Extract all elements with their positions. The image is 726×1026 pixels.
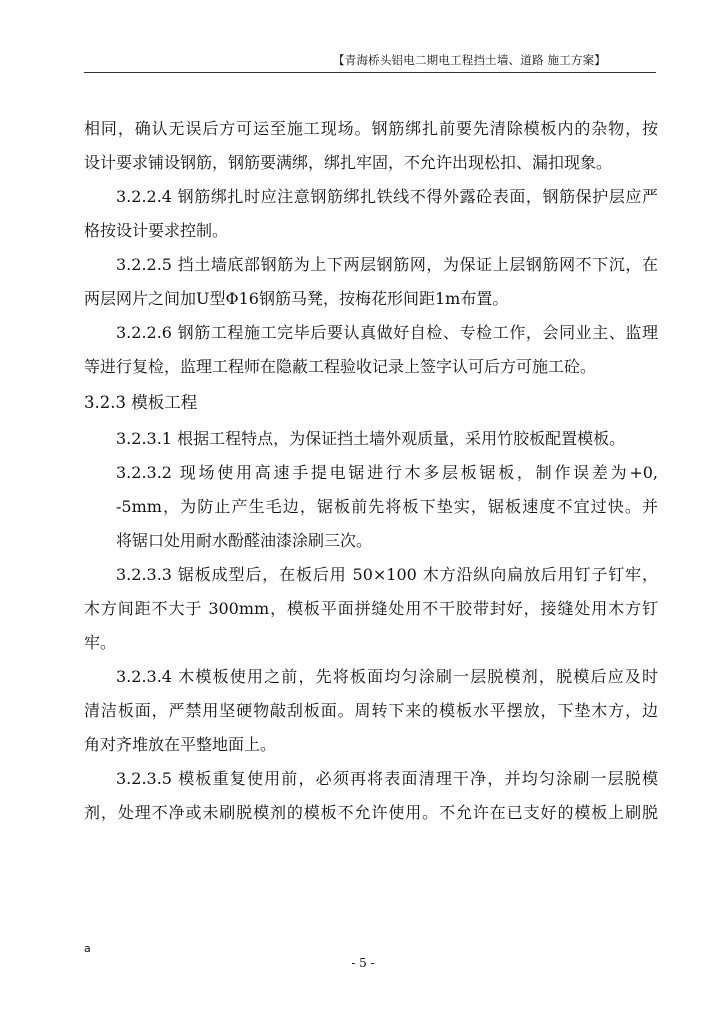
paragraph-line: 等进行复检，监理工程师在隐蔽工程验收记录上签字认可后方可施工砼。 <box>84 357 597 376</box>
paragraph-line: 两层网片之间加U型Φ16钢筋马凳，按梅花形间距1m布置。 <box>84 289 509 308</box>
paragraph-line: 设计要求铺设钢筋，钢筋要满绑，绑扎牢固，不允许出现松扣、漏扣现象。 <box>84 153 613 172</box>
paragraph-line: 相同，确认无误后方可运至施工现场。钢筋绑扎前要先清除模板内的杂物，按 <box>84 119 658 138</box>
paragraph-line: 3.2.2.5 挡土墙底部钢筋为上下两层钢筋网，为保证上层钢筋网不下沉，在 <box>116 255 658 274</box>
header-rule <box>84 72 656 73</box>
paragraph-line: 将锯口处用耐水酚醛油漆涂刷三次。 <box>116 531 373 550</box>
paragraph-line: 木方间距不大于 300mm，模板平面拼缝处用不干胶带封好，接缝处用木方钉 <box>84 599 658 618</box>
paragraph-line: 角对齐堆放在平整地面上。 <box>84 735 277 754</box>
page-number: - 5 - <box>351 956 375 970</box>
footer-mark: a <box>84 942 91 955</box>
paragraph-line: 3.2.2.6 钢筋工程施工完毕后要认真做好自检、专检工作，会同业主、监理 <box>116 323 658 342</box>
paragraph-line: 3.2.3.3 锯板成型后，在板后用 50×100 木方沿纵向扁放后用钉子钉牢， <box>116 565 658 584</box>
paragraph-line: 3.2.2.4 钢筋绑扎时应注意钢筋绑扎铁线不得外露砼表面，钢筋保护层应严 <box>116 187 658 206</box>
paragraph-line: 剂，处理不净或未刷脱模剂的模板不允许使用。不允许在已支好的模板上刷脱 <box>84 803 658 822</box>
paragraph-line: 3.2.3.1 根据工程特点，为保证挡土墙外观质量，采用竹胶板配置模板。 <box>116 429 626 448</box>
paragraph-line: 牢。 <box>84 633 117 652</box>
paragraph-line: -5mm，为防止产生毛边，锯板前先将板下垫实，锯板速度不宜过快。并 <box>116 497 658 516</box>
section-heading: 3.2.3 模板工程 <box>84 393 198 412</box>
paragraph-line: 3.2.3.2 现场使用高速手提电锯进行木多层板锯板，制作误差为+0, <box>116 463 658 482</box>
paragraph-line: 清洁板面，严禁用坚硬物敲刮板面。周转下来的模板水平摆放，下垫木方，边 <box>84 701 658 720</box>
paragraph-line: 格按设计要求控制。 <box>84 221 229 240</box>
running-header: 【青海桥头铝电二期电工程挡土墙、道路 施工方案】 <box>333 53 606 67</box>
body-text <box>84 112 658 830</box>
paragraph-line: 3.2.3.4 木模板使用之前，先将板面均匀涂刷一层脱模剂，脱模后应及时 <box>116 667 658 686</box>
paragraph-line: 3.2.3.5 模板重复使用前，必须再将表面清理干净，并均匀涂刷一层脱模 <box>116 769 658 788</box>
